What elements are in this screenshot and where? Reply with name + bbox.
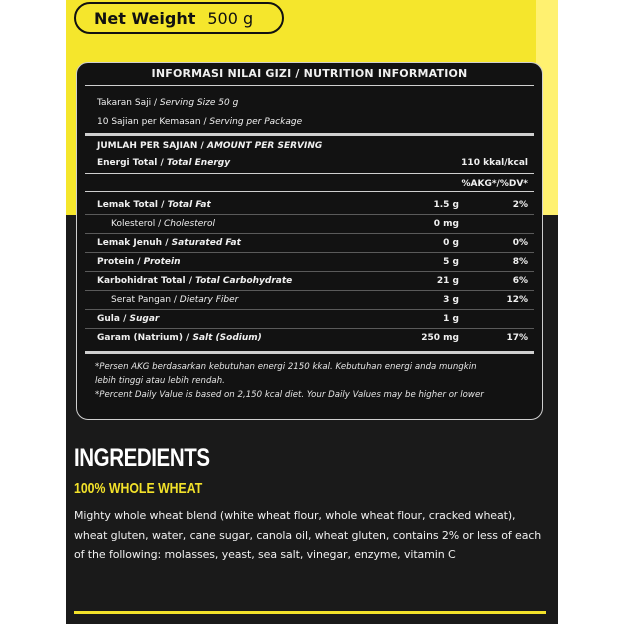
servings-per-package xyxy=(97,117,302,127)
nutrient-amount: 1.5 g xyxy=(433,200,459,210)
nutrient-label-id: Gula / xyxy=(97,314,130,324)
thick-divider xyxy=(85,133,534,136)
nutrient-row xyxy=(77,197,542,215)
nutrient-label xyxy=(97,333,262,343)
nutrient-label-en: Sugar xyxy=(129,314,160,324)
servings-en: Serving per Package xyxy=(209,117,303,127)
nutrient-amount: 5 g xyxy=(443,257,459,267)
product-label-panel xyxy=(66,0,558,624)
nutrient-amount: 0 mg xyxy=(433,219,459,229)
nutrient-label xyxy=(97,257,181,267)
nutrient-label-id: Garam (Natrium) / xyxy=(97,333,193,343)
nutrient-label xyxy=(111,219,215,229)
nutrient-amount: 3 g xyxy=(443,295,459,305)
ingredients-text: Mighty whole wheat blend (white wheat flour, whole wheat flour, cracked wheat), wheat gluten, water, cane sugar, canola oil, wheat gluten, contains 2% or less of each of the following: molasses, yeast, sea salt, vinegar, enzyme, vitamin C xyxy=(74,509,542,561)
nutrient-label xyxy=(97,200,211,210)
nutrient-label-en: Salt (Sodium) xyxy=(192,333,262,343)
energy-en: Total Energy xyxy=(166,158,231,168)
amount-id: JUMLAH PER SAJIAN / xyxy=(97,141,207,151)
nutrient-row xyxy=(77,216,542,234)
nutrient-label-id: Lemak Jenuh / xyxy=(97,238,172,248)
amount-en: AMOUNT PER SERVING xyxy=(206,141,323,151)
nutrient-row xyxy=(77,330,542,348)
nutrient-label-en: Dietary Fiber xyxy=(179,295,239,305)
row-divider xyxy=(85,252,534,253)
nutrient-label-en: Cholesterol xyxy=(164,219,216,229)
nutrient-row xyxy=(77,311,542,329)
nutrient-percent: 17% xyxy=(506,333,528,343)
amount-per-serving xyxy=(97,141,322,151)
nutrient-percent: 8% xyxy=(512,257,528,267)
nutrient-label xyxy=(97,276,292,286)
row-divider xyxy=(85,214,534,215)
nutrient-label-id: Lemak Total / xyxy=(97,200,168,210)
divider xyxy=(85,85,534,86)
servings-id: 10 Sajian per Kemasan / xyxy=(97,117,210,127)
nutrient-label-id: Karbohidrat Total / xyxy=(97,276,196,286)
ingredients-heading: INGREDIENTS xyxy=(74,444,210,472)
nutrient-percent: 6% xyxy=(512,276,528,286)
nutrient-label-id: Protein / xyxy=(97,257,144,267)
energy-id: Energi Total / xyxy=(97,158,167,168)
nutrient-label xyxy=(111,295,238,305)
footnote-akg: *Persen AKG berdasarkan kebutuhan energi 2150 kkal. Kebutuhan energi anda mungkin xyxy=(95,362,477,372)
footnote-dv: *Percent Daily Value is based on 2,150 kcal diet. Your Daily Values may be higher or lower xyxy=(95,390,484,400)
nutrient-label xyxy=(97,238,241,248)
row-divider xyxy=(85,309,534,310)
nutrient-row xyxy=(77,292,542,310)
bottom-accent-bar xyxy=(74,611,546,614)
footnote-akg-cont: lebih tinggi atau lebih rendah. xyxy=(95,376,225,386)
nutrient-amount: 0 g xyxy=(443,238,459,248)
nutrient-label-id: Serat Pangan / xyxy=(111,295,180,305)
serving-size xyxy=(97,98,238,108)
nutrient-label-en: Protein xyxy=(143,257,181,267)
nutrient-label-en: Saturated Fat xyxy=(171,238,241,248)
akg-header: %AKG*/%DV* xyxy=(461,179,528,189)
thick-divider xyxy=(85,351,534,354)
serving-size-id: Takaran Saji / xyxy=(97,98,160,108)
divider xyxy=(85,173,534,174)
nutrition-title: INFORMASI NILAI GIZI / NUTRITION INFORMATION xyxy=(151,67,468,80)
nutrient-label-id: Kolesterol / xyxy=(111,219,165,229)
nutrient-percent: 0% xyxy=(512,238,528,248)
divider xyxy=(85,191,534,192)
net-weight-value: 500 g xyxy=(207,8,254,28)
net-weight-label: Net Weight xyxy=(94,8,196,28)
nutrient-percent: 12% xyxy=(506,295,528,305)
nutrient-row xyxy=(77,273,542,291)
nutrient-label-en: Total Carbohydrate xyxy=(195,276,293,286)
ingredients-subheading: 100% WHOLE WHEAT xyxy=(74,480,203,497)
serving-size-en: Serving Size 50 g xyxy=(159,98,239,108)
row-divider xyxy=(85,328,534,329)
net-weight-badge xyxy=(74,2,284,34)
nutrient-amount: 250 mg xyxy=(421,333,459,343)
nutrient-percent: 2% xyxy=(512,200,528,210)
total-energy-label xyxy=(97,158,230,168)
row-divider xyxy=(85,271,534,272)
nutrient-amount: 21 g xyxy=(436,276,459,286)
nutrient-label-en: Total Fat xyxy=(167,200,211,210)
nutrient-row xyxy=(77,254,542,272)
nutrient-amount: 1 g xyxy=(443,314,459,324)
row-divider xyxy=(85,290,534,291)
nutrient-row xyxy=(77,235,542,253)
total-energy-value: 110 kkal/kcal xyxy=(461,158,528,168)
row-divider xyxy=(85,233,534,234)
nutrient-label xyxy=(97,314,159,324)
nutrition-facts-box xyxy=(76,62,543,420)
